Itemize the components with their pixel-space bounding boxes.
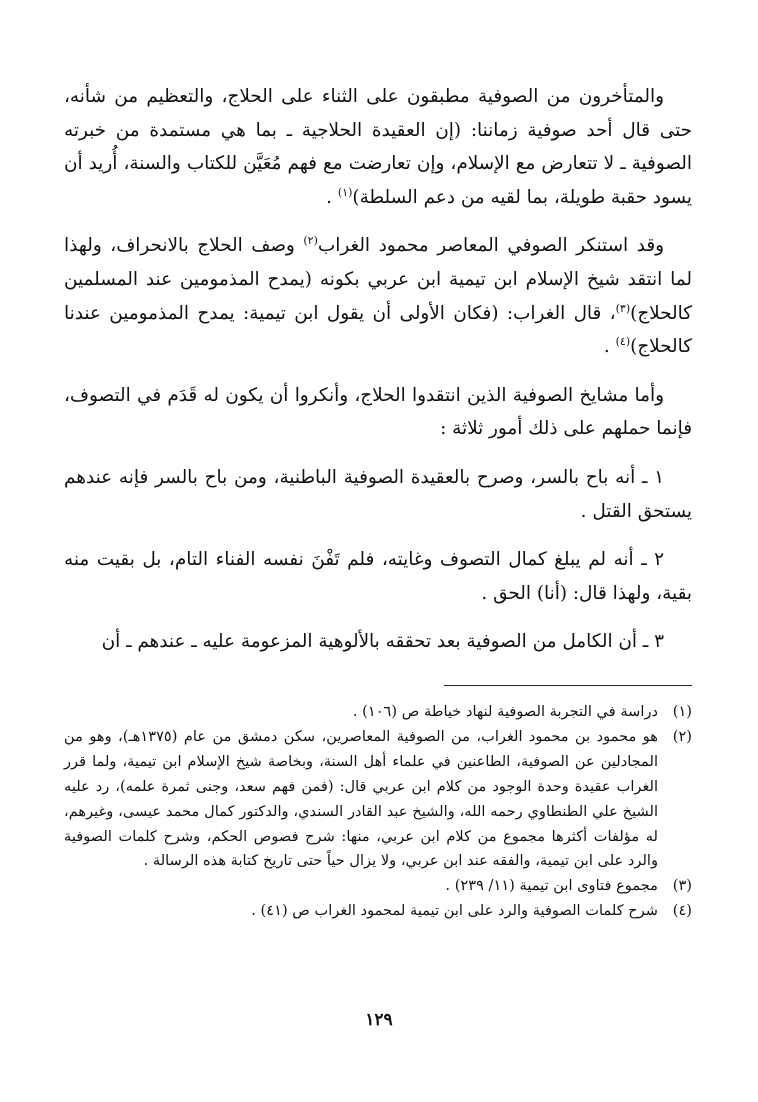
paragraph-text: ، قال الغراب: (فكان الأولى أن يقول ابن تيمية: يمدح المذمومين عندنا كالحلاج) — [64, 302, 692, 358]
footnote-divider — [444, 685, 692, 686]
paragraph-text: والمتأخرون من الصوفية مطبقون على الثناء على الحلاج، والتعظيم من شأنه، حتى قال أحد صوفية زماننا: (إن العقيدة الحلاجية ـ بما هي مستمدة من خبرته الصوفية ـ لا تتعارض مع الإسلام، وإن تعارضت مع فهم مُعَيَّن للكتاب والسنة، أُريد أن يسود حقبة طويلة، بما لقيه من دعم السلطة) — [64, 86, 692, 208]
footnote-number: (٤) — [672, 902, 692, 920]
paragraph-3 — [64, 379, 692, 446]
footnote-number: (٣) — [672, 877, 692, 895]
footnote-text: دراسة في التجربة الصوفية لنهاد خياطة ص (١٠٦) . — [352, 703, 658, 720]
list-item-text: ١ ـ أنه باح بالسر، وصرح بالعقيدة الصوفية الباطنية، ومن باح بالسر فإنه عندهم يستحق القتل . — [64, 466, 692, 522]
paragraph-1 — [64, 80, 692, 214]
list-item-3 — [64, 625, 692, 659]
paragraph-2 — [64, 229, 692, 363]
footnote-ref-2: (٢) — [303, 234, 318, 248]
footnote-text: مجموع فتاوى ابن تيمية (١١/ ٢٣٩) . — [445, 877, 658, 895]
footnote-1 — [64, 700, 692, 725]
list-item-text: ٢ ـ أنه لم يبلغ كمال التصوف وغايته، فلم تَفْنَ نفسه الفناء التام، بل بقيت منه بقية، ولهذا قال: (أنا) الحق . — [64, 549, 692, 604]
footnote-ref-1: (١) — [337, 185, 353, 199]
footnotes — [64, 700, 692, 924]
paragraph-text: وأما مشايخ الصوفية الذين انتقدوا الحلاج، وأنكروا أن يكون له قَدَم في التصوف، فإنما حملهم على ذلك أمور ثلاثة : — [64, 384, 692, 440]
list-item-text: ٣ ـ أن الكامل من الصوفية بعد تحققه بالألوهية المزعومة عليه ـ عندهم ـ أن — [101, 631, 664, 653]
paragraph-text: . — [326, 186, 338, 208]
paragraph-text: . — [603, 336, 616, 358]
footnote-text: هو محمود بن محمود الغراب، من الصوفية المعاصرين، سكن دمشق من عام (١٣٧٥هـ)، وهو من المجادلين عن الصوفية، الطاعنين في علماء أهل السنة، وبخاصة شيخ الإسلام ابن تيمية، ولما قرر الغراب عقيدة وحدة الوجود من كلام ابن عربي قال: (فمن فهم سعد، وجنى ثمرة علمه)، رد عليه الشيخ علي الطنطاوي رحمه الله، والشيخ عبد القادر السندي، والدكتور كمال محمد عيسى، وغيرهم، له مؤلفات أكثرها مجموع من كلام ابن عربي، منها: شرح فصوص الحكم، وشرح كلمات الصوفية والرد على ابن تيمية، والفقه عند ابن عربي، ولا يزال حياً حتى تاريخ كتابة هذه الرسالة . — [64, 727, 658, 870]
paragraph-text: وقد استنكر الصوفي المعاصر محمود الغراب — [317, 235, 664, 257]
footnote-4 — [64, 899, 692, 924]
footnote-number: (١) — [672, 703, 692, 720]
footnote-number: (٢) — [672, 727, 692, 745]
footnote-ref-3: (٣) — [615, 301, 631, 315]
page-number: ١٢٩ — [365, 1010, 393, 1030]
main-text — [64, 80, 692, 674]
paragraph-text: وصف الحلاج بالانحراف، ولهذا لما انتقد شيخ الإسلام ابن تيمية ابن عربي بكونه (يمدح المذمومين عند المسلمين كالحلاج) — [64, 235, 692, 324]
footnote-text: شرح كلمات الصوفية والرد على ابن تيمية لمحمود الغراب ص (٤١) . — [251, 902, 658, 920]
footnote-ref-4: (٤) — [615, 335, 631, 349]
list-item-2 — [64, 543, 692, 610]
footnote-2 — [64, 725, 692, 874]
footnote-3 — [64, 874, 692, 899]
list-item-1 — [64, 461, 692, 528]
